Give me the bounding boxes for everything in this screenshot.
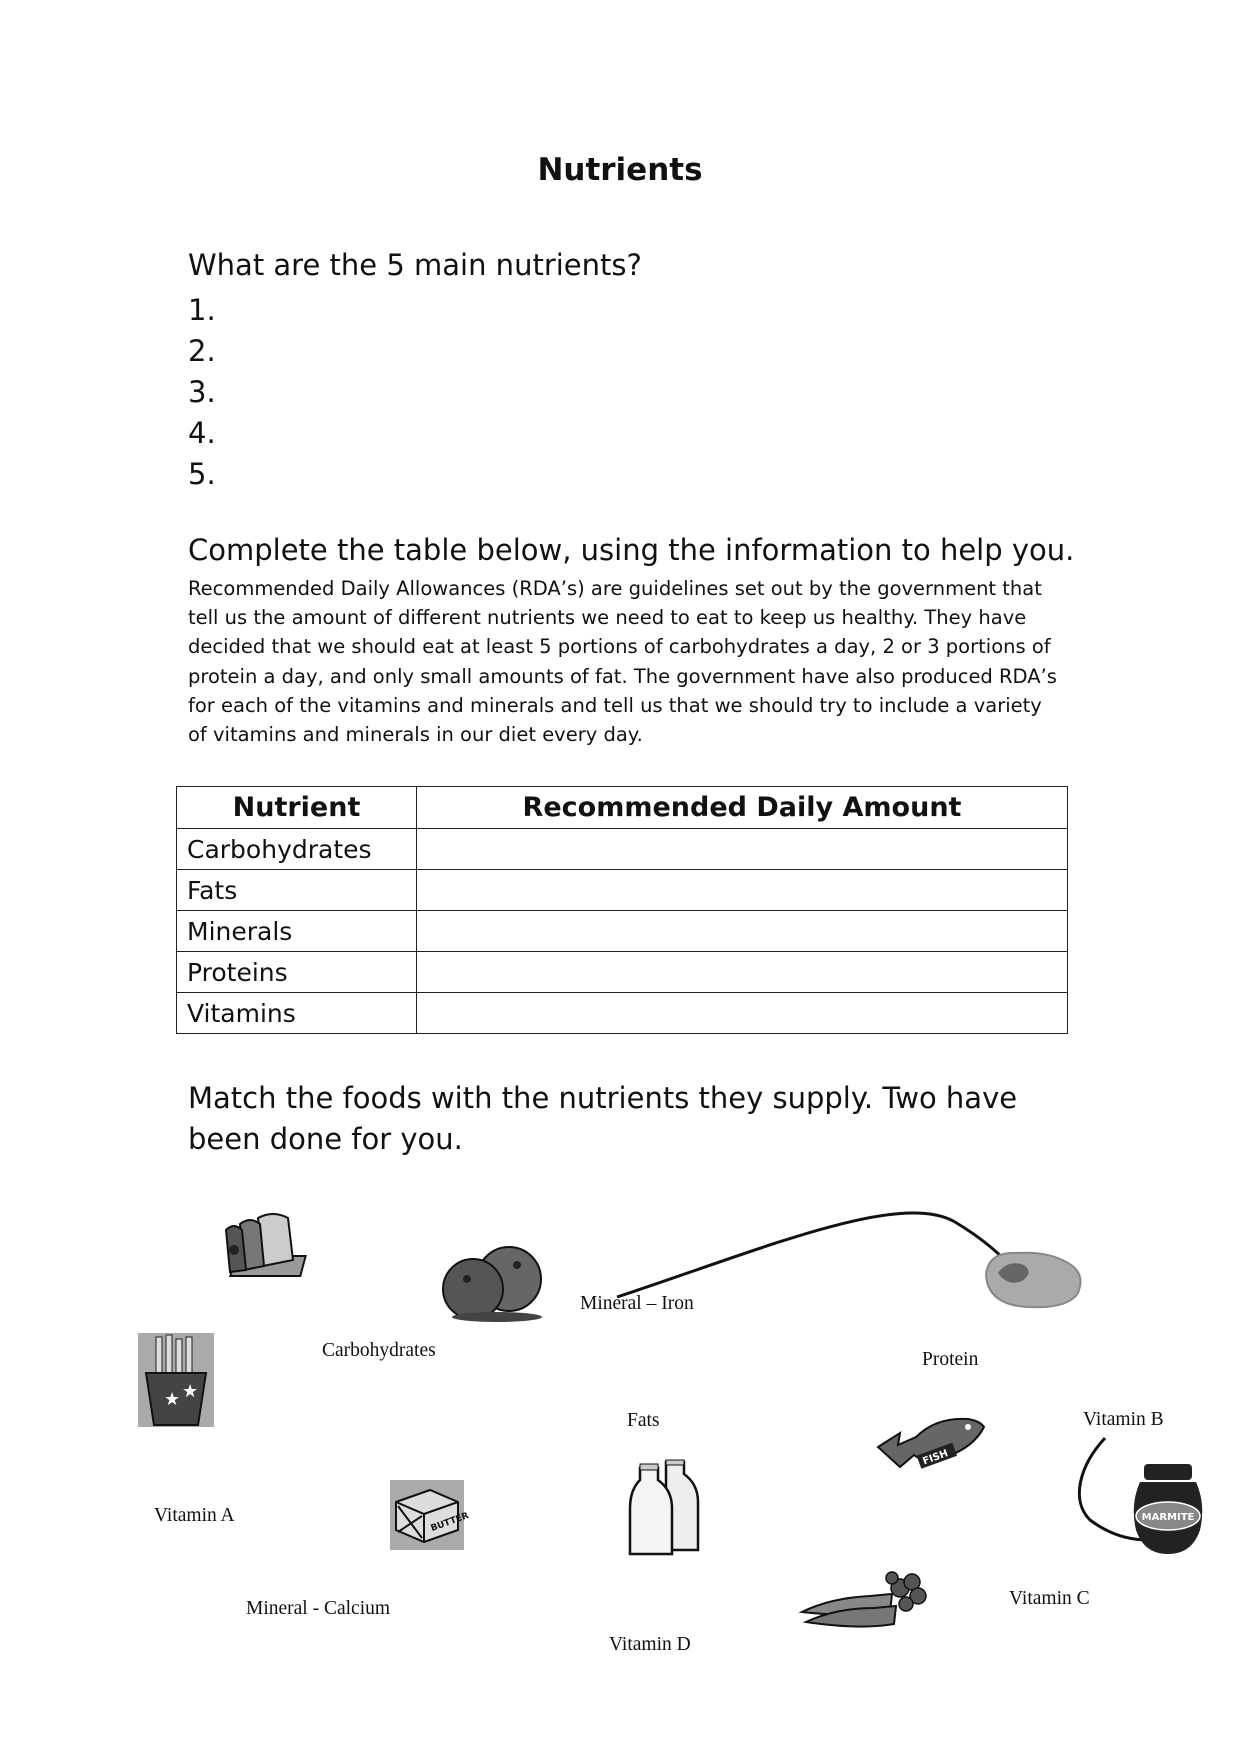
nutrient-cell: Proteins [177,952,417,993]
steak-icon [978,1245,1088,1315]
fish-icon [876,1407,986,1483]
label-vitamin-d: Vitamin D [609,1634,691,1655]
butter-label: BUTTER [429,1511,471,1534]
answer-number: 2. [188,334,216,368]
answer-number: 4. [188,416,216,450]
oranges-icon [437,1243,549,1323]
header-nutrient: Nutrient [177,787,417,829]
butter-icon [390,1480,471,1550]
label-vitamin-c: Vitamin C [1009,1588,1090,1609]
nutrient-cell: Minerals [177,911,417,952]
table-instruction: Complete the table below, using the information to help you. [188,533,1075,567]
label-mineral-iron: Mineral – Iron [580,1293,694,1314]
svg-text:★: ★ [182,1381,199,1402]
nutrient-cell: Carbohydrates [177,829,417,870]
matching-instruction: Match the foods with the nutrients they supply. Two have been done for you. [188,1081,1018,1156]
fish-label: FISH [921,1448,950,1468]
svg-text:★: ★ [164,1389,181,1410]
label-vitamin-a: Vitamin A [154,1505,235,1526]
marmite-label: MARMITE [1141,1512,1195,1523]
page-title: Nutrients [537,152,703,188]
marmite-jar-icon [1130,1464,1206,1554]
label-mineral-calcium: Mineral - Calcium [246,1598,391,1619]
match-line-iron-steak [617,1213,1010,1297]
label-carbohydrates: Carbohydrates [322,1340,436,1361]
nutrient-cell: Vitamins [177,993,417,1034]
question-text: What are the 5 main nutrients? [188,248,642,282]
answer-number: 1. [188,293,216,327]
label-vitamin-b: Vitamin B [1083,1409,1164,1430]
bread-icon [218,1210,326,1290]
answer-number: 5. [188,457,216,491]
header-recommended-daily-amount: Recommended Daily Amount [417,787,1068,829]
answer-number: 3. [188,375,216,409]
label-fats: Fats [627,1410,660,1431]
rda-paragraph: Recommended Daily Allowances (RDA’s) are guidelines set out by the government that tell us the amount of different nutrients we need to eat to keep us healthy. They have decided that we should eat at least 5 portions of carbohydrates a day, 2 or 3 portions of protein a day, and only small amounts of fat. The government have also produced RDA’s for each of the vitamins and minerals and tell us that we should try to include a variety of vitamins and minerals in our diet every day. [188,577,1057,747]
fries-icon [138,1333,214,1427]
carrots-icon [800,1568,928,1630]
label-protein: Protein [922,1349,979,1370]
milk-bottles-icon [628,1460,700,1556]
nutrient-cell: Fats [177,870,417,911]
